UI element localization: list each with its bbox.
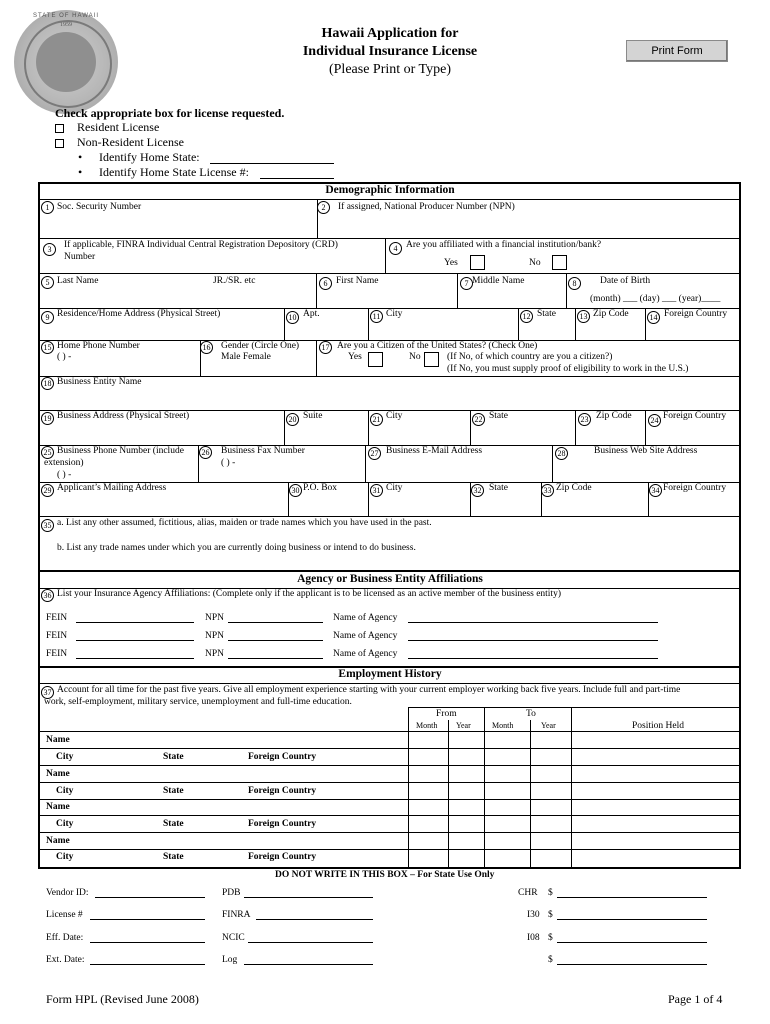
affiliated-no-checkbox[interactable]: [552, 255, 567, 270]
home-state-license-line[interactable]: [260, 178, 334, 179]
fein-line[interactable]: [76, 640, 194, 641]
mailing-city-label: City: [386, 483, 403, 493]
fein-line[interactable]: [76, 622, 194, 623]
divider: [518, 308, 519, 340]
divider: [40, 832, 740, 833]
field-number-34: 34: [649, 484, 662, 497]
divider: [40, 516, 740, 517]
agency-name-label: Name of Agency: [333, 649, 398, 659]
suite-label: Suite: [303, 411, 323, 421]
fein-label: FEIN: [46, 649, 68, 659]
field-number-1: 1: [41, 201, 54, 214]
field-number-33: 33: [541, 484, 554, 497]
bullet-icon: •: [78, 150, 83, 164]
agency-name-line[interactable]: [408, 622, 658, 623]
field-number-21: 21: [370, 413, 383, 426]
agency-name-label: Name of Agency: [333, 631, 398, 641]
fein-label: FEIN: [46, 631, 68, 641]
employer-foreign-label: Foreign Country: [248, 786, 317, 796]
employment-heading: Employment History: [338, 668, 442, 680]
employment-instruction-1: Account for all time for the past five years. Give all employment experience starting with your current employer working back five years. Include full and part-time: [57, 685, 681, 695]
ssn-label: Soc. Security Number: [57, 202, 142, 212]
field-number-26: 26: [199, 446, 212, 459]
affiliated-yes-checkbox[interactable]: [470, 255, 485, 270]
crd-label-2: Number: [64, 252, 96, 262]
dob-label: Date of Birth: [600, 276, 651, 286]
chr-label: CHR: [518, 888, 538, 898]
affiliated-no-label: No: [529, 258, 541, 268]
divider: [40, 199, 740, 200]
npn-label: If assigned, National Producer Number (NPN): [338, 202, 515, 212]
citizen-note-1: (If No, of which country are you a citizen?): [447, 352, 613, 362]
eff-date-line[interactable]: [90, 942, 205, 943]
npn-label: NPN: [205, 649, 225, 659]
non-resident-label: Non-Resident License: [77, 135, 184, 149]
business-email-label: Business E-Mail Address: [386, 446, 483, 456]
citizen-yes-checkbox[interactable]: [368, 352, 383, 367]
business-fax-format[interactable]: ( ) -: [221, 458, 236, 468]
field-number-24: 24: [648, 414, 661, 427]
business-name-label: Business Entity Name: [57, 377, 142, 387]
divider: [566, 273, 567, 308]
i08-line[interactable]: [557, 942, 707, 943]
field-number-4: 4: [389, 242, 402, 255]
field-number-14: 14: [647, 311, 660, 324]
employer-foreign-label: Foreign Country: [248, 819, 317, 829]
field-number-6: 6: [319, 277, 332, 290]
ext-date-line[interactable]: [90, 964, 205, 965]
log-label: Log: [222, 955, 238, 965]
business-foreign-label: Foreign Country: [663, 411, 727, 421]
pdb-label: PDB: [222, 888, 241, 898]
field-number-37: 37: [41, 686, 54, 699]
from-year-header: Year: [456, 721, 471, 730]
non-resident-checkbox[interactable]: [55, 139, 64, 148]
npn-label: NPN: [205, 631, 225, 641]
npn-line[interactable]: [228, 658, 323, 659]
divider: [368, 410, 369, 445]
gender-label: Gender (Circle One): [221, 341, 300, 351]
state-use-heading: DO NOT WRITE IN THIS BOX – For State Use Only: [275, 870, 495, 880]
middle-name-label: Middle Name: [472, 276, 525, 286]
chr-dollar: $: [548, 888, 553, 898]
divider: [552, 445, 553, 482]
field-number-11: 11: [370, 310, 383, 323]
from-header: From: [436, 709, 457, 719]
divider: [40, 376, 740, 377]
field-number-12: 12: [520, 310, 533, 323]
npn-line[interactable]: [228, 622, 323, 623]
divider: [40, 683, 740, 684]
field-number-10: 10: [286, 311, 299, 324]
field-number-20: 20: [286, 413, 299, 426]
field-number-23: 23: [578, 413, 591, 426]
npn-label: NPN: [205, 613, 225, 623]
employment-instruction-2: work, self-employment, military service, unemployment and full-time education.: [44, 697, 352, 707]
divider: [365, 445, 366, 482]
divider: [40, 815, 740, 816]
business-web-label: Business Web Site Address: [594, 446, 698, 456]
seal-emblem: [36, 32, 96, 92]
field-number-9: 9: [41, 311, 54, 324]
i30-line[interactable]: [557, 919, 707, 920]
employer-name-label: Name: [46, 735, 70, 745]
title-line-2: Individual Insurance License: [302, 44, 478, 59]
state-seal: [14, 10, 118, 114]
to-header: To: [526, 709, 536, 719]
business-address-label: Business Address (Physical Street): [57, 411, 190, 421]
divider: [575, 308, 576, 340]
form-id: Form HPL (Revised June 2008): [46, 992, 199, 1006]
field-number-5: 5: [41, 276, 54, 289]
eff-date-label: Eff. Date:: [46, 933, 84, 943]
divider: [408, 707, 740, 708]
crd-label: If applicable, FINRA Individual Central Registration Depository (CRD): [64, 240, 338, 250]
field-number-32: 32: [471, 484, 484, 497]
finra-label: FINRA: [222, 910, 251, 920]
city-label: City: [386, 309, 403, 319]
total-dollar: $: [548, 955, 553, 965]
field-number-30: 30: [289, 484, 302, 497]
employer-name-label: Name: [46, 802, 70, 812]
divider: [484, 707, 485, 869]
i08-label: I08: [527, 933, 540, 943]
field-number-35: 35: [41, 519, 54, 532]
field-number-29: 29: [41, 484, 54, 497]
vendor-id-label: Vendor ID:: [46, 888, 89, 898]
agency-instruction: List your Insurance Agency Affiliations: (Complete only if the applicant is to be licensed as an active member of the business entity): [57, 589, 561, 599]
field-number-17: 17: [319, 341, 332, 354]
home-state-label: Identify Home State:: [99, 150, 200, 164]
agency-name-line[interactable]: [408, 658, 658, 659]
gender-options[interactable]: Male Female: [221, 352, 271, 362]
citizen-yes-label: Yes: [348, 352, 362, 362]
field-number-3: 3: [43, 243, 56, 256]
divider: [368, 482, 369, 516]
divider: [408, 707, 409, 869]
divider: [575, 410, 576, 445]
divider: [40, 748, 740, 749]
divider: [530, 720, 531, 869]
pdb-line[interactable]: [244, 897, 373, 898]
employer-state-label: State: [163, 819, 184, 829]
divider: [40, 782, 740, 783]
i08-dollar: $: [548, 933, 553, 943]
business-phone-label-2: extension): [44, 458, 84, 468]
citizen-no-checkbox[interactable]: [424, 352, 439, 367]
business-fax-label: Business Fax Number: [221, 446, 305, 456]
field-number-36: 36: [41, 589, 54, 602]
last-name-label: Last Name: [57, 276, 99, 286]
business-zip-label: Zip Code: [596, 411, 632, 421]
affiliated-label: Are you affiliated with a financial institution/bank?: [406, 240, 602, 250]
npn-line[interactable]: [228, 640, 323, 641]
finra-line[interactable]: [256, 919, 373, 920]
divider: [385, 238, 386, 273]
divider: [645, 308, 646, 340]
employer-name-label: Name: [46, 769, 70, 779]
ext-date-label: Ext. Date:: [46, 955, 85, 965]
state-label: State: [537, 309, 556, 319]
employer-name-label: Name: [46, 836, 70, 846]
field-number-31: 31: [370, 484, 383, 497]
field-number-15: 15: [41, 341, 54, 354]
license-instruction: Check appropriate box for license requested.: [55, 106, 285, 120]
business-state-label: State: [489, 411, 508, 421]
employer-city-label: City: [56, 852, 74, 862]
agency-name-line[interactable]: [408, 640, 658, 641]
fein-label: FEIN: [46, 613, 68, 623]
field-number-8: 8: [568, 277, 581, 290]
to-month-header: Month: [492, 721, 514, 730]
to-year-header: Year: [541, 721, 556, 730]
license-number-label: License #: [46, 910, 83, 920]
resident-checkbox[interactable]: [55, 124, 64, 133]
other-names-label: a. List any other assumed, fictitious, alias, maiden or trade names which you have used in the past.: [57, 518, 432, 528]
employer-foreign-label: Foreign Country: [248, 852, 317, 862]
home-phone-label: Home Phone Number: [57, 341, 140, 351]
divider: [40, 731, 740, 732]
divider: [470, 410, 471, 445]
affiliated-yes-label: Yes: [444, 258, 458, 268]
print-form-button[interactable]: Print Form: [626, 40, 728, 62]
ncic-line[interactable]: [248, 942, 373, 943]
divider: [40, 799, 740, 800]
trade-names-label: b. List any trade names under which you are currently doing business or intend to do business.: [57, 543, 416, 553]
employer-city-label: City: [56, 752, 74, 762]
divider: [40, 570, 740, 572]
page-number: Page 1 of 4: [668, 992, 723, 1006]
vendor-id-line[interactable]: [95, 897, 205, 898]
divider: [457, 273, 458, 308]
position-header: Position Held: [632, 721, 684, 731]
divider: [571, 707, 572, 869]
field-number-25: 25: [41, 446, 54, 459]
ncic-label: NCIC: [222, 933, 245, 943]
from-month-header: Month: [416, 721, 438, 730]
dob-format[interactable]: (month) ___ (day) ___ (year)____: [590, 294, 721, 304]
demographic-heading: Demographic Information: [325, 184, 455, 196]
field-number-18: 18: [41, 377, 54, 390]
field-number-13: 13: [577, 310, 590, 323]
agency-heading: Agency or Business Entity Affiliations: [297, 573, 483, 585]
divider: [284, 308, 285, 340]
employer-city-label: City: [56, 786, 74, 796]
mailing-state-label: State: [489, 483, 508, 493]
divider: [448, 720, 449, 869]
citizen-label: Are you a Citizen of the United States? (Check One): [337, 341, 538, 351]
divider: [316, 340, 317, 376]
chr-line[interactable]: [557, 897, 707, 898]
business-city-label: City: [386, 411, 403, 421]
resident-label: Resident License: [77, 120, 160, 134]
employer-state-label: State: [163, 786, 184, 796]
business-phone-label: Business Phone Number (include: [57, 446, 184, 456]
home-state-license-label: Identify Home State License #:: [99, 165, 249, 179]
zip-label: Zip Code: [593, 309, 629, 319]
license-number-line[interactable]: [90, 919, 205, 920]
divider: [284, 410, 285, 445]
home-state-line[interactable]: [210, 163, 334, 164]
divider: [40, 273, 740, 274]
mailing-address-label: Applicant’s Mailing Address: [57, 483, 167, 493]
field-number-27: 27: [368, 447, 381, 460]
title-line-3: (Please Print or Type): [328, 62, 451, 77]
field-number-28: 28: [555, 447, 568, 460]
mailing-zip-label: Zip Code: [556, 483, 592, 493]
po-box-label: P.O. Box: [303, 483, 338, 493]
divider: [40, 238, 740, 239]
employer-city-label: City: [56, 819, 74, 829]
field-number-19: 19: [41, 412, 54, 425]
field-number-22: 22: [472, 413, 485, 426]
employer-foreign-label: Foreign Country: [248, 752, 317, 762]
seal-text: STATE OF HAWAII: [33, 13, 99, 19]
business-phone-format[interactable]: ( ) -: [57, 470, 72, 480]
field-number-7: 7: [460, 277, 473, 290]
field-number-16: 16: [200, 341, 213, 354]
first-name-label: First Name: [336, 276, 379, 286]
i30-dollar: $: [548, 910, 553, 920]
divider: [40, 765, 740, 766]
suffix-label: JR./SR. etc: [213, 276, 256, 286]
log-line[interactable]: [244, 964, 373, 965]
citizen-note-2: (If No, you must supply proof of eligibility to work in the U.S.): [447, 364, 689, 374]
divider: [368, 308, 369, 340]
agency-name-label: Name of Agency: [333, 613, 398, 623]
mailing-foreign-label: Foreign Country: [663, 483, 727, 493]
employer-state-label: State: [163, 752, 184, 762]
fein-line[interactable]: [76, 658, 194, 659]
residence-label: Residence/Home Address (Physical Street): [57, 309, 221, 319]
title-line-1: Hawaii Application for: [321, 26, 459, 41]
divider: [316, 273, 317, 308]
bullet-icon: •: [78, 165, 83, 179]
i30-label: I30: [527, 910, 540, 920]
foreign-country-label: Foreign Country: [664, 309, 728, 319]
citizen-no-label: No: [409, 352, 421, 362]
divider: [645, 410, 646, 445]
seal-year: 1959: [60, 22, 72, 28]
employer-state-label: State: [163, 852, 184, 862]
home-phone-format[interactable]: ( ) -: [57, 352, 72, 362]
field-number-2: 2: [317, 201, 330, 214]
divider: [40, 849, 740, 850]
apt-label: Apt.: [303, 309, 320, 319]
total-line[interactable]: [557, 964, 707, 965]
